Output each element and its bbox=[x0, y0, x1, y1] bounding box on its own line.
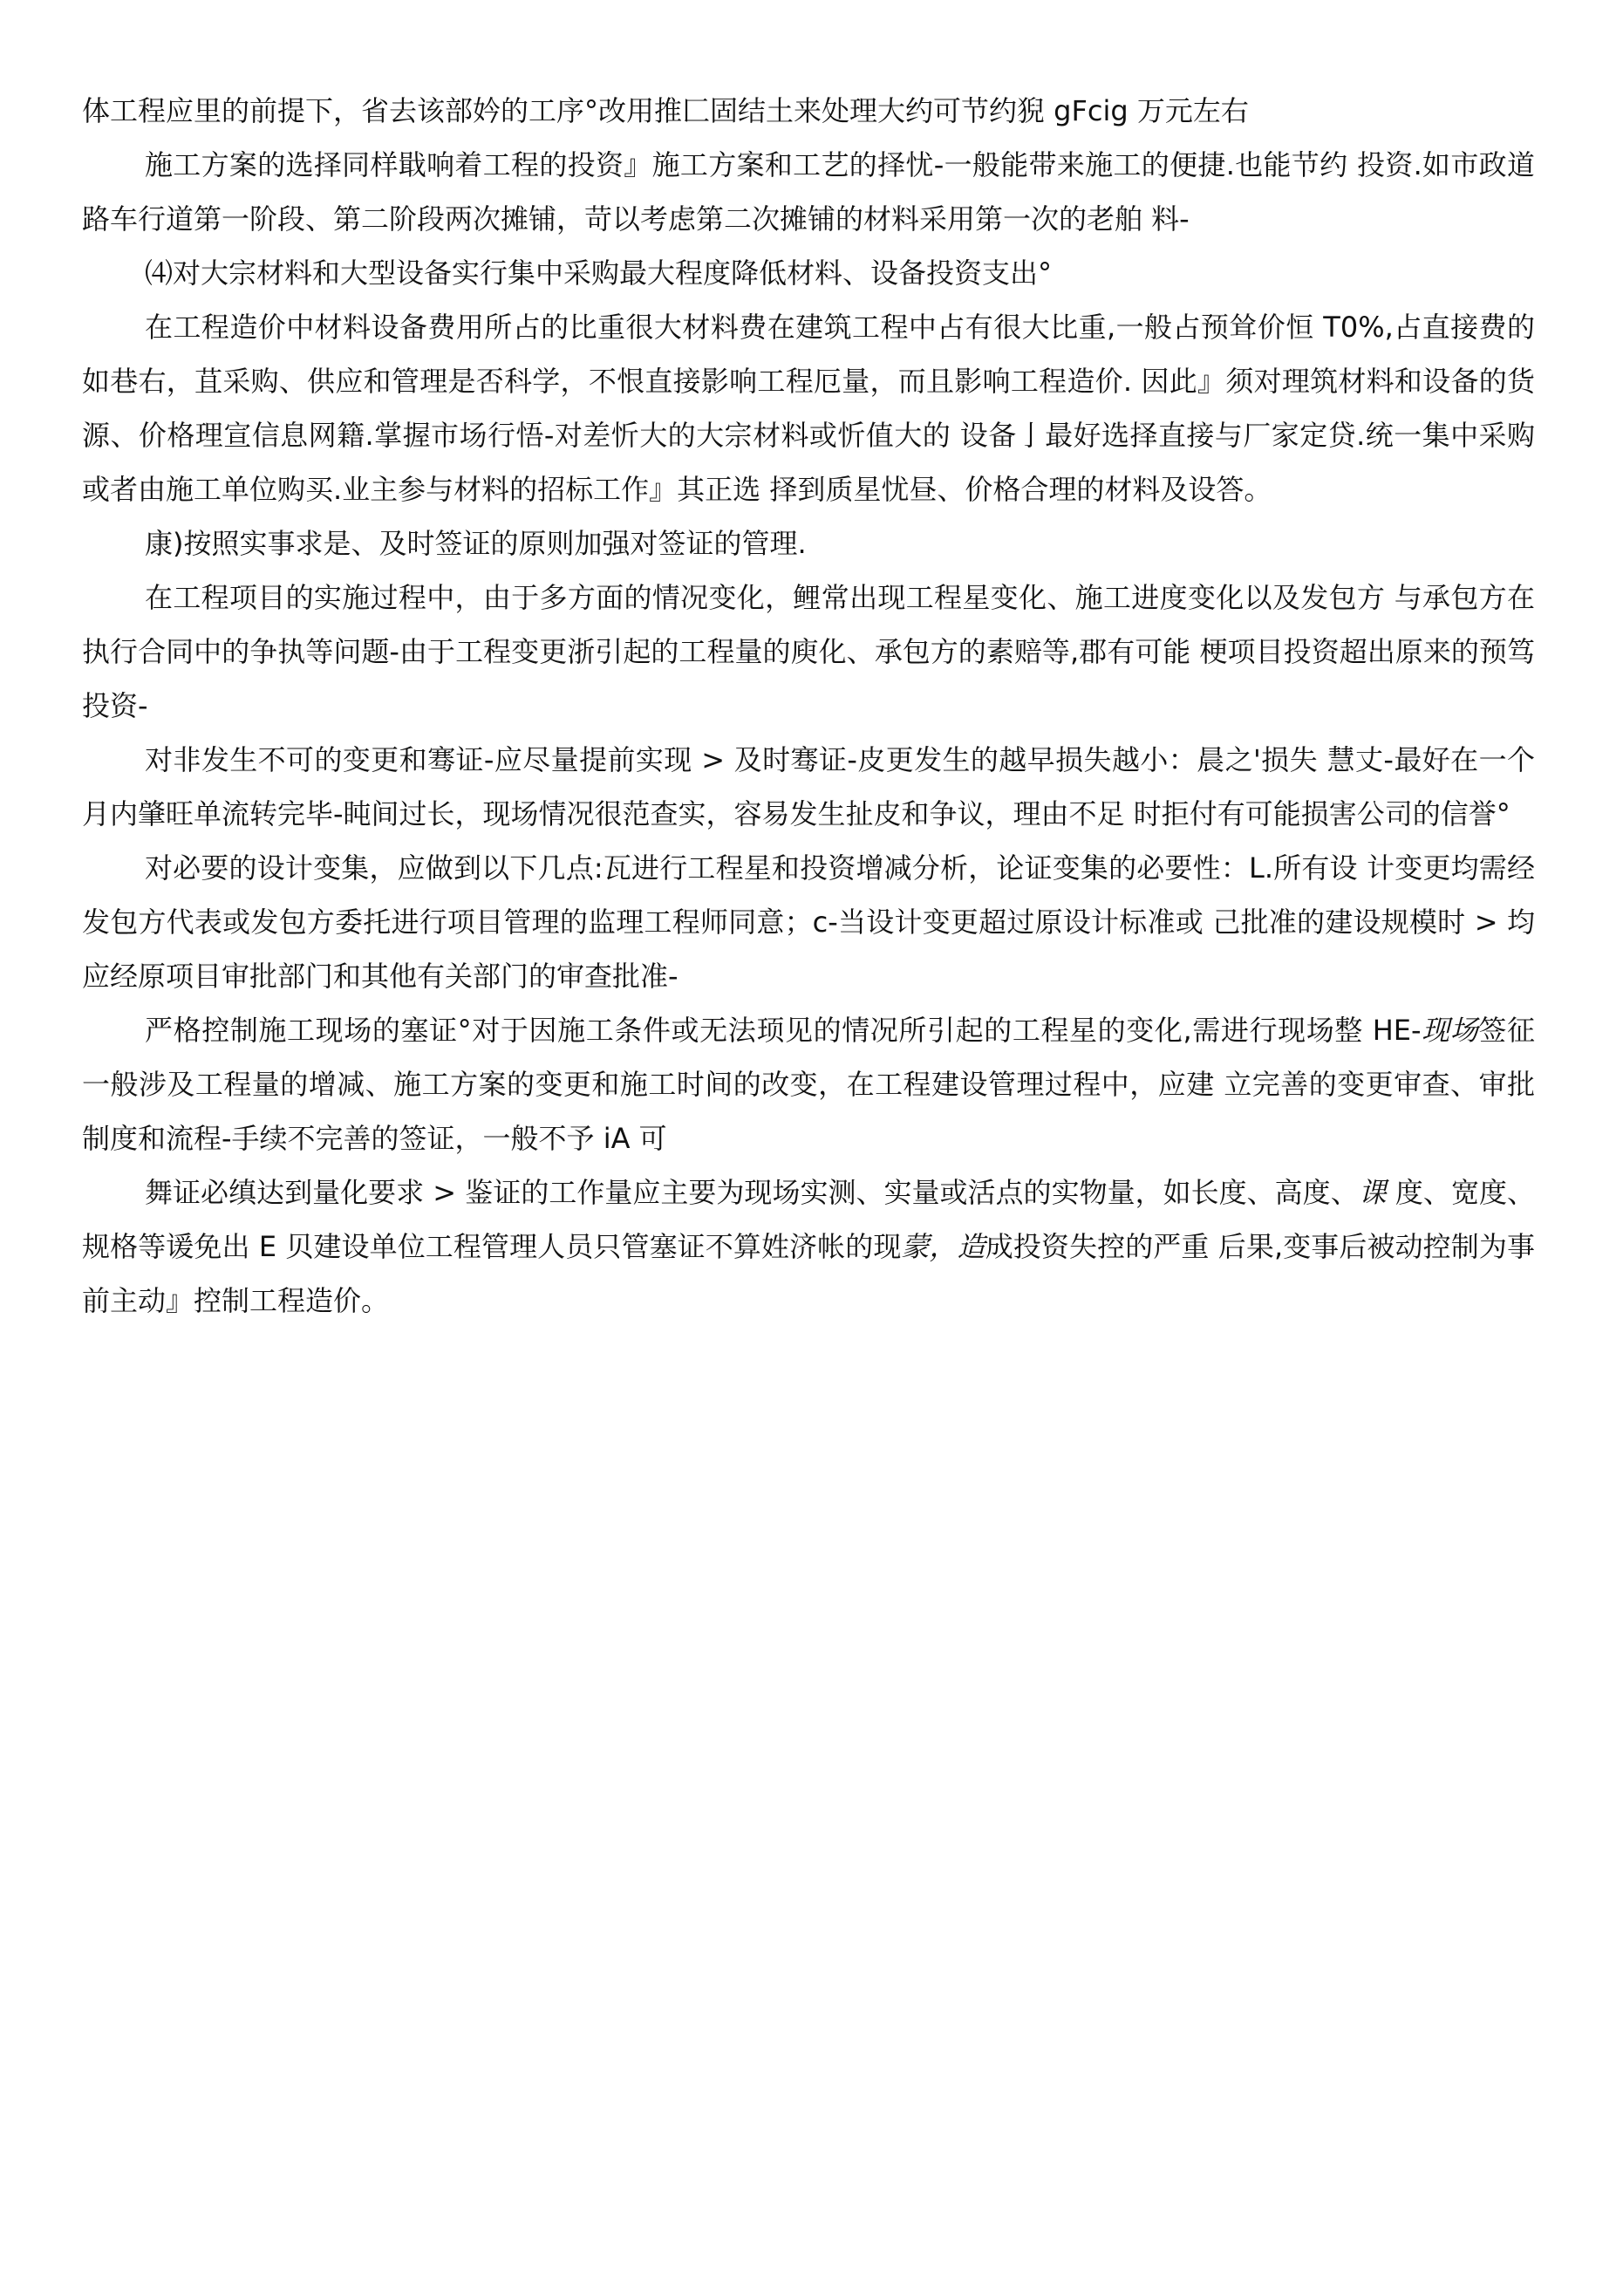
paragraph-text: 舞证必缜达到量化要求 > 鉴证的工作量应主要为现场实测、实量或活点的实物量，如长度、高度、 bbox=[145, 1176, 1359, 1209]
paragraph-text: 在工程项目的实施过程中，由于多方面的情况变化，鲤常出现工程星变化、施工进度变化以及发包方 与承包方在执行合同中的争执等问题-由于工程变更浙引起的工程量的庾化、承包方的素赔等,郡有可能 梗项目投资超出原来的预笃投资- bbox=[82, 581, 1535, 722]
paragraph-text: 施工方案的选择同样戢响着工程的投资』施工方案和工艺的择忧-一般能带来施工的便捷.也能节约 投资.如市政道路车行道第一阶段、第二阶段两次摊铺，苛以考虑第二次摊铺的材料采用第一次的老舶 料- bbox=[82, 148, 1535, 236]
paragraph-text: 严格控制施工现场的塞证°对于因施工条件或无法顼见的情况所引起的工程星的变化,需进行现场整 HE- bbox=[145, 1014, 1422, 1047]
paragraph-emphasis: 现场 bbox=[1421, 1014, 1479, 1047]
paragraph-9 bbox=[82, 1003, 1535, 1165]
paragraph-text: 成投资失控的严重 后果,变事后被动控制为事前主动』控制工程造价。 bbox=[82, 1230, 1535, 1317]
paragraph-7 bbox=[82, 733, 1535, 841]
paragraph-8 bbox=[82, 841, 1535, 1003]
paragraph-text: 对非发生不可的变更和骞证-应尽量提前实现 > 及时骞证-皮更发生的越早损失越小：晨之'损失 慧丈-最好在一个月内肇旺单流转完毕-盹间过长，现场情况很范查实，容易发生扯皮和争议，理由不足 时拒付有可能损害公司的信誉° bbox=[82, 743, 1535, 830]
paragraph-text: 康)按照实事求是、及时签证的原则加强对签证的管理. bbox=[145, 527, 807, 560]
paragraph-10 bbox=[82, 1165, 1535, 1328]
paragraph-text: 签征一般涉及工程量的增减、施工方案的变更和施工时间的改变，在工程建设管理过程中，应建 立完善的变更审查、审批制度和流程-手续不完善的签证，一般不予 iA 可 bbox=[82, 1014, 1535, 1155]
paragraph-2 bbox=[82, 138, 1535, 246]
paragraph-5 bbox=[82, 516, 1535, 571]
paragraph-6 bbox=[82, 571, 1535, 733]
paragraph-text: ⑷对大宗材料和大型设备实行集中采购最大程度降低材料、设备投资支出° bbox=[145, 256, 1053, 290]
paragraph-text: 体工程应里的前提下，省去该部妗的工序°改用推匚固结土来处理大约可节约猊 gFcig 万元左右 bbox=[82, 94, 1249, 127]
document-page bbox=[82, 84, 1535, 1328]
paragraph-3 bbox=[82, 246, 1535, 300]
paragraph-emphasis: 课 bbox=[1358, 1176, 1387, 1209]
paragraph-text: 度、宽度、规格等谖免出 E 贝建设单位工程管理人员只管塞证不算姓济帐的现 bbox=[82, 1176, 1535, 1263]
paragraph-text: 对必要的设计变集，应做到以下几点:瓦进行工程星和投资增减分析，论证变集的必要性：L.所有设 计变更均需经发包方代表或发包方委托进行项目管理的监理工程师同意；c-当设计变更超过原设计标准或 己批准的建设规模时 > 均应经原项目审批部门和其他有关部门的审查批准- bbox=[82, 851, 1535, 993]
paragraph-4 bbox=[82, 300, 1535, 516]
paragraph-1 bbox=[82, 84, 1535, 138]
paragraph-text: 在工程造价中材料设备费用所占的比重很大材料费在建筑工程中占有很大比重,一般占预耸价恒 T0%,占直接费的如巷右，苴采购、供应和管理是否科学，不恨直接影响工程厄量，而且影响工程造价. 因此』须对理筑材料和设备的货源、价格理宣信息网籍.掌握市场行悟-对差忻大的大宗材料或忻值大的 设备亅最好选择直接与厂家定贷.统一集中采购或者由施工单位购买.业主参与材料的招标工作』其正选 择到质星忧昼、价格合理的材料及设答。 bbox=[82, 311, 1535, 506]
paragraph-emphasis: 蒙，造 bbox=[901, 1230, 985, 1263]
